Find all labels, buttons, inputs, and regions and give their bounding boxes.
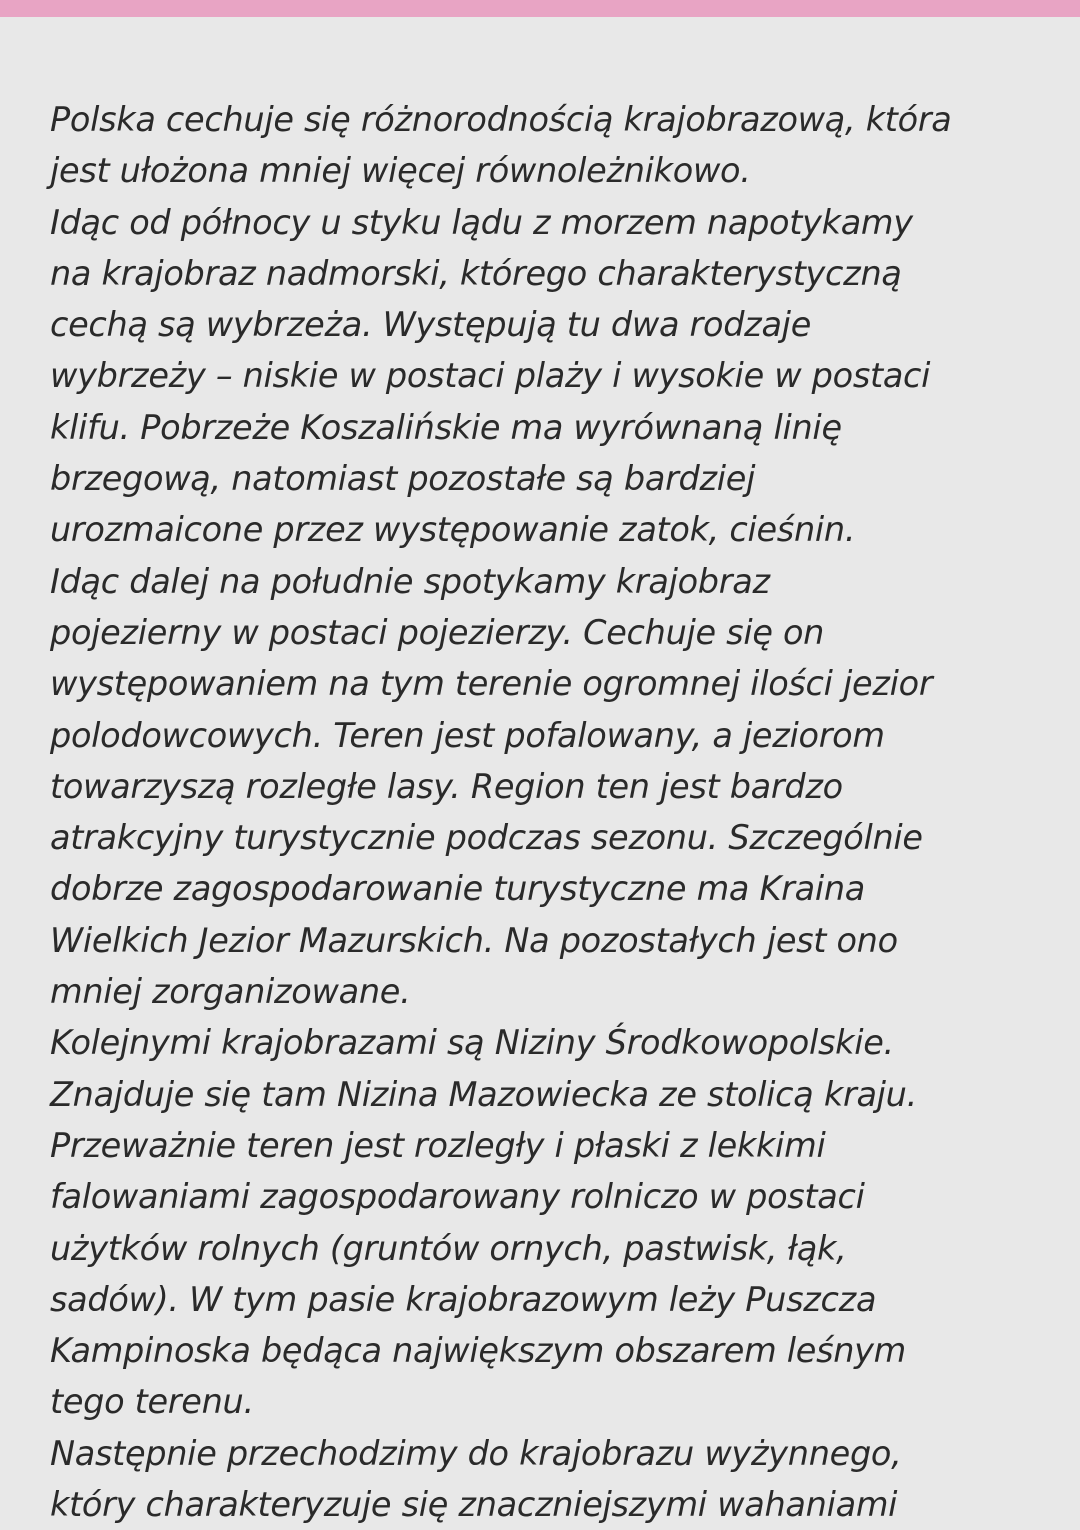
text-line: Idąc od północy u styku lądu z morzem napotykamy <box>50 202 913 242</box>
text-line: Przeważnie teren jest rozległy i płaski z lekkimi <box>50 1125 826 1165</box>
text-line: wybrzeży – niskie w postaci plaży i wysokie w postaci <box>50 356 931 396</box>
text-line: na krajobraz nadmorski, którego charakterystyczną <box>50 253 902 293</box>
text-line: który charakteryzuje się znaczniejszymi wahaniami <box>50 1485 898 1525</box>
top-accent-bar <box>0 0 1080 17</box>
text-line: mniej zorganizowane. <box>50 972 411 1012</box>
text-line: brzegową, natomiast pozostałe są bardziej <box>50 459 756 499</box>
text-line: Wielkich Jezior Mazurskich. Na pozostałych jest ono <box>50 920 898 960</box>
text-line: cechą są wybrzeża. Występują tu dwa rodzaje <box>50 305 812 345</box>
note-text <box>50 94 1060 1530</box>
text-line: jest ułożona mniej więcej równoleżnikowo. <box>50 151 751 191</box>
text-line: dobrze zagospodarowanie turystyczne ma Kraina <box>50 869 866 909</box>
text-line: Znajduje się tam Nizina Mazowiecka ze stolicą kraju. <box>50 1074 917 1114</box>
text-line: pojezierny w postaci pojezierzy. Cechuje się on <box>50 612 825 652</box>
text-line: występowaniem na tym terenie ogromnej ilości jezior <box>50 664 933 704</box>
text-line: klifu. Pobrzeże Koszalińskie ma wyrównaną linię <box>50 407 842 447</box>
text-line: sadów). W tym pasie krajobrazowym leży Puszcza <box>50 1279 877 1319</box>
text-line: Polska cechuje się różnorodnością krajobrazową, która <box>50 100 952 139</box>
text-line: urozmaicone przez występowanie zatok, cieśnin. <box>50 510 856 550</box>
text-line: tego terenu. <box>50 1382 254 1422</box>
text-line: atrakcyjny turystycznie podczas sezonu. Szczególnie <box>50 818 923 858</box>
text-line: towarzyszą rozległe lasy. Region ten jest bardzo <box>50 766 843 806</box>
text-line: Kolejnymi krajobrazami są Niziny Środkowopolskie. <box>50 1023 894 1063</box>
text-line: falowaniami zagospodarowany rolniczo w postaci <box>50 1177 865 1217</box>
text-line: Następnie przechodzimy do krajobrazu wyżynnego, <box>50 1433 902 1473</box>
note-page <box>0 17 1080 1526</box>
text-line: Kampinoska będąca największym obszarem leśnym <box>50 1331 907 1371</box>
text-line: Idąc dalej na południe spotykamy krajobraz <box>50 561 770 601</box>
text-line: użytków rolnych (gruntów ornych, pastwisk, łąk, <box>50 1228 847 1268</box>
text-line: polodowcowych. Teren jest pofalowany, a jeziorom <box>50 715 885 755</box>
